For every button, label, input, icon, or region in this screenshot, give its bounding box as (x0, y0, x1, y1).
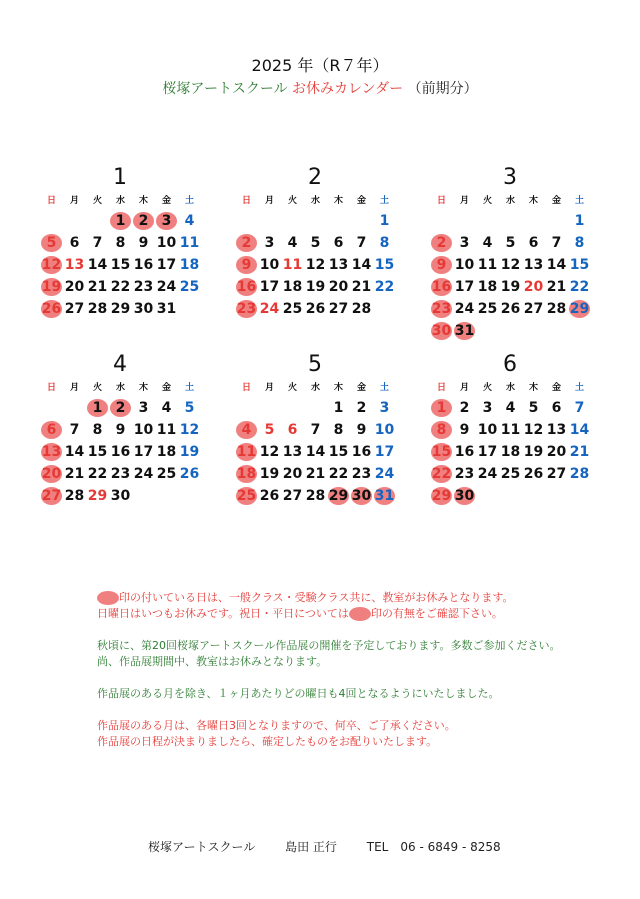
closed-day: 2 (132, 210, 155, 232)
day-cell: 7 (92, 235, 103, 251)
day-cell: 18 (179, 257, 200, 273)
day-cell: 25 (156, 466, 177, 482)
note-line-5: 作品展のある月を除き、１ヶ月あたりどの曜日も4回となるようにいたしました。 (97, 687, 500, 700)
weekday-label: 月 (459, 196, 469, 206)
day-cell: 15 (569, 257, 590, 273)
day-cell: 21 (305, 466, 326, 482)
empty-cell (86, 210, 109, 232)
day-cell: 25 (282, 301, 303, 317)
empty-cell (350, 210, 373, 232)
weekday-label: 日 (46, 196, 56, 206)
day-cell: 17 (454, 279, 475, 295)
day-cell: 7 (310, 422, 321, 438)
closed-day: 26 (40, 298, 63, 320)
weekday-label: 金 (161, 383, 171, 393)
footer-tel: TEL 06 - 6849 - 8258 (366, 840, 501, 854)
day-cell: 24 (454, 301, 475, 317)
weekday-header (430, 193, 590, 206)
page-subtitle (0, 78, 640, 98)
day-grid (430, 210, 591, 342)
day-grid (430, 397, 591, 507)
day-grid (40, 397, 201, 507)
day-cell: 11 (179, 235, 200, 251)
day-cell: 3 (138, 400, 149, 416)
day-cell: 29 (110, 301, 131, 317)
day-cell: 3 (264, 235, 275, 251)
day-cell: 7 (69, 422, 80, 438)
day-grid (40, 210, 201, 320)
day-cell: 8 (333, 422, 344, 438)
weekday-label: 木 (138, 196, 148, 206)
day-cell: 10 (133, 422, 154, 438)
day-cell: 10 (454, 257, 475, 273)
day-cell: 13 (546, 422, 567, 438)
month-number: 6 (503, 352, 517, 377)
day-cell: 21 (569, 444, 590, 460)
empty-cell (40, 210, 63, 232)
day-cell: 17 (156, 257, 177, 273)
weekday-label: 金 (161, 196, 171, 206)
day-cell: 26 (179, 466, 200, 482)
weekday-label: 水 (115, 383, 125, 393)
closed-marker-icon (97, 591, 119, 605)
day-cell: 15 (87, 444, 108, 460)
day-cell: 19 (179, 444, 200, 460)
closed-day: 9 (235, 254, 258, 276)
day-cell: 22 (87, 466, 108, 482)
day-cell: 8 (92, 422, 103, 438)
calendar-label: お休みカレンダー (292, 81, 404, 97)
day-cell: 26 (500, 301, 521, 317)
day-cell: 5 (184, 400, 195, 416)
day-cell: 10 (259, 257, 280, 273)
closed-day: 6 (40, 419, 63, 441)
day-cell: 8 (115, 235, 126, 251)
empty-cell (476, 210, 499, 232)
day-cell: 22 (328, 466, 349, 482)
day-cell: 13 (282, 444, 303, 460)
empty-cell (304, 397, 327, 419)
day-cell: 12 (259, 444, 280, 460)
day-cell: 22 (569, 279, 590, 295)
weekday-label: 月 (264, 196, 274, 206)
weekday-label: 土 (379, 383, 389, 393)
day-cell: 3 (459, 235, 470, 251)
day-cell: 24 (156, 279, 177, 295)
day-cell: 13 (64, 257, 85, 273)
day-cell: 3 (379, 400, 390, 416)
closed-day: 27 (40, 485, 63, 507)
day-cell: 14 (569, 422, 590, 438)
day-cell: 6 (528, 235, 539, 251)
weekday-label: 火 (482, 383, 492, 393)
day-cell: 17 (259, 279, 280, 295)
weekday-header (235, 380, 395, 393)
day-cell: 9 (356, 422, 367, 438)
closed-day: 9 (430, 254, 453, 276)
day-cell: 7 (574, 400, 585, 416)
weekday-label: 火 (92, 196, 102, 206)
day-cell: 23 (133, 279, 154, 295)
weekday-label: 水 (505, 383, 515, 393)
day-cell: 24 (133, 466, 154, 482)
empty-cell (453, 210, 476, 232)
weekday-label: 木 (333, 196, 343, 206)
weekday-label: 日 (241, 196, 251, 206)
weekday-label: 土 (184, 196, 194, 206)
weekday-header (430, 380, 590, 393)
day-cell: 16 (110, 444, 131, 460)
closed-marker-icon (349, 607, 371, 621)
closed-day: 16 (235, 276, 258, 298)
closed-day: 23 (235, 298, 258, 320)
weekday-label: 木 (528, 196, 538, 206)
day-cell: 25 (500, 466, 521, 482)
empty-cell (430, 210, 453, 232)
closed-day: 16 (430, 276, 453, 298)
day-cell: 9 (115, 422, 126, 438)
empty-cell (235, 397, 258, 419)
day-cell: 28 (351, 301, 372, 317)
empty-cell (235, 210, 258, 232)
weekday-label: 土 (574, 383, 584, 393)
closed-day: 13 (40, 441, 63, 463)
footer (148, 838, 527, 855)
day-cell: 18 (477, 279, 498, 295)
day-cell: 21 (64, 466, 85, 482)
day-cell: 6 (69, 235, 80, 251)
day-cell: 11 (282, 257, 303, 273)
closed-day: 19 (40, 276, 63, 298)
day-cell: 17 (374, 444, 395, 460)
month-number: 4 (113, 352, 127, 377)
day-cell: 20 (523, 279, 544, 295)
empty-cell (63, 397, 86, 419)
day-cell: 8 (574, 235, 585, 251)
closed-day: 25 (235, 485, 258, 507)
weekday-label: 金 (551, 383, 561, 393)
footer-person: 島田 正行 (285, 840, 337, 854)
day-cell: 26 (305, 301, 326, 317)
day-cell: 28 (305, 488, 326, 504)
weekday-label: 月 (69, 196, 79, 206)
day-cell: 7 (356, 235, 367, 251)
day-cell: 12 (305, 257, 326, 273)
empty-cell (545, 210, 568, 232)
weekday-label: 水 (115, 196, 125, 206)
day-cell: 9 (459, 422, 470, 438)
closed-day: 31 (453, 320, 476, 342)
closed-day: 30 (350, 485, 373, 507)
weekday-label: 水 (310, 196, 320, 206)
page-title: 2025 年（R７年） (251, 56, 389, 75)
weekday-label: 金 (551, 196, 561, 206)
day-cell: 14 (305, 444, 326, 460)
note-line-7: 作品展の日程が決まりましたら、確定したものをお配りいたします。 (97, 735, 438, 748)
day-cell: 25 (179, 279, 200, 295)
day-cell: 19 (500, 279, 521, 295)
day-cell: 10 (477, 422, 498, 438)
weekday-header (235, 193, 395, 206)
day-cell: 3 (482, 400, 493, 416)
closed-day: 29 (430, 485, 453, 507)
closed-day: 4 (235, 419, 258, 441)
day-cell: 2 (356, 400, 367, 416)
day-cell: 20 (64, 279, 85, 295)
day-cell: 20 (546, 444, 567, 460)
day-cell: 28 (546, 301, 567, 317)
weekday-label: 月 (69, 383, 79, 393)
weekday-header (40, 380, 200, 393)
day-cell: 4 (505, 400, 516, 416)
closed-day: 18 (235, 463, 258, 485)
closed-day: 15 (430, 441, 453, 463)
empty-cell (522, 210, 545, 232)
day-cell: 26 (259, 488, 280, 504)
closed-day: 20 (40, 463, 63, 485)
weekday-label: 木 (528, 383, 538, 393)
weekday-label: 水 (310, 383, 320, 393)
closed-day: 31 (373, 485, 396, 507)
day-cell: 24 (374, 466, 395, 482)
day-grid (235, 210, 396, 320)
closed-day: 22 (430, 463, 453, 485)
weekday-label: 日 (241, 383, 251, 393)
closed-day: 1 (430, 397, 453, 419)
day-cell: 20 (282, 466, 303, 482)
day-cell: 6 (551, 400, 562, 416)
day-cell: 27 (546, 466, 567, 482)
note-line-6: 作品展のある月は、各曜日3回となりますので、何卒、ご了承ください。 (97, 719, 456, 732)
school-name: 桜塚アートスクール (162, 81, 288, 97)
closed-day: 11 (235, 441, 258, 463)
day-cell: 10 (156, 235, 177, 251)
note-line-4: 尚、作品展期間中、教室はお休みとなります。 (97, 655, 328, 668)
note-line-1: 印の付いている日は、一般クラス・受験クラス共に、教室がお休みとなります。 (97, 590, 597, 606)
day-cell: 5 (528, 400, 539, 416)
day-cell: 4 (287, 235, 298, 251)
day-cell: 23 (110, 466, 131, 482)
day-cell: 26 (523, 466, 544, 482)
closed-day: 29 (568, 298, 591, 320)
day-cell: 28 (64, 488, 85, 504)
weekday-label: 金 (356, 383, 366, 393)
day-cell: 15 (374, 257, 395, 273)
empty-cell (258, 397, 281, 419)
weekday-label: 火 (92, 383, 102, 393)
day-cell: 13 (523, 257, 544, 273)
empty-cell (281, 210, 304, 232)
day-cell: 16 (133, 257, 154, 273)
weekday-label: 土 (574, 196, 584, 206)
day-cell: 30 (133, 301, 154, 317)
month-number: 3 (503, 165, 517, 190)
day-cell: 14 (64, 444, 85, 460)
day-grid (235, 397, 396, 507)
weekday-label: 火 (287, 196, 297, 206)
day-cell: 14 (87, 257, 108, 273)
day-cell: 30 (110, 488, 131, 504)
day-cell: 23 (454, 466, 475, 482)
day-cell: 24 (259, 301, 280, 317)
weekday-label: 月 (264, 383, 274, 393)
weekday-label: 土 (184, 383, 194, 393)
day-cell: 28 (87, 301, 108, 317)
day-cell: 27 (282, 488, 303, 504)
closed-day: 29 (327, 485, 350, 507)
closed-day: 30 (453, 485, 476, 507)
closed-day: 1 (86, 397, 109, 419)
day-cell: 11 (156, 422, 177, 438)
empty-cell (499, 210, 522, 232)
closed-day: 2 (235, 232, 258, 254)
note-line-3: 秋頃に、第20回桜塚アートスクール作品展の開催を予定しております。多数ご参加ください。 (97, 639, 561, 652)
day-cell: 12 (523, 422, 544, 438)
day-cell: 21 (351, 279, 372, 295)
closed-day: 3 (155, 210, 178, 232)
day-cell: 16 (351, 444, 372, 460)
closed-day: 2 (109, 397, 132, 419)
day-cell: 4 (482, 235, 493, 251)
day-cell: 6 (287, 422, 298, 438)
empty-cell (304, 210, 327, 232)
day-cell: 17 (133, 444, 154, 460)
day-cell: 16 (454, 444, 475, 460)
weekday-label: 火 (482, 196, 492, 206)
note-line-2: 日曜日はいつもお休みです。祝日・平日については 印の有無をご確認下さい。 (97, 607, 503, 620)
empty-cell (327, 210, 350, 232)
day-cell: 19 (305, 279, 326, 295)
day-cell: 4 (184, 213, 195, 229)
day-cell: 29 (87, 488, 108, 504)
day-cell: 21 (87, 279, 108, 295)
day-cell: 17 (477, 444, 498, 460)
closed-day: 8 (430, 419, 453, 441)
closed-day: 12 (40, 254, 63, 276)
weekday-label: 日 (436, 196, 446, 206)
day-cell: 19 (523, 444, 544, 460)
day-cell: 5 (264, 422, 275, 438)
day-cell: 28 (569, 466, 590, 482)
day-cell: 23 (351, 466, 372, 482)
day-cell: 7 (551, 235, 562, 251)
day-cell: 18 (156, 444, 177, 460)
weekday-label: 火 (287, 383, 297, 393)
closed-day: 5 (40, 232, 63, 254)
day-cell: 13 (328, 257, 349, 273)
weekday-label: 日 (46, 383, 56, 393)
day-cell: 2 (459, 400, 470, 416)
day-cell: 22 (374, 279, 395, 295)
day-cell: 6 (333, 235, 344, 251)
empty-cell (40, 397, 63, 419)
closed-day: 23 (430, 298, 453, 320)
day-cell: 18 (500, 444, 521, 460)
day-cell: 9 (138, 235, 149, 251)
day-cell: 10 (374, 422, 395, 438)
day-cell: 31 (156, 301, 177, 317)
day-cell: 22 (110, 279, 131, 295)
day-cell: 5 (310, 235, 321, 251)
closed-day: 30 (430, 320, 453, 342)
day-cell: 1 (379, 213, 390, 229)
weekday-label: 水 (505, 196, 515, 206)
closed-day: 1 (109, 210, 132, 232)
day-cell: 14 (546, 257, 567, 273)
day-cell: 14 (351, 257, 372, 273)
day-cell: 27 (523, 301, 544, 317)
day-cell: 4 (161, 400, 172, 416)
empty-cell (63, 210, 86, 232)
day-cell: 1 (333, 400, 344, 416)
day-cell: 12 (500, 257, 521, 273)
day-cell: 15 (110, 257, 131, 273)
day-cell: 18 (282, 279, 303, 295)
weekday-label: 土 (379, 196, 389, 206)
weekday-label: 木 (138, 383, 148, 393)
day-cell: 12 (179, 422, 200, 438)
period-label: （前期分） (407, 81, 478, 97)
day-cell: 25 (477, 301, 498, 317)
weekday-header (40, 193, 200, 206)
day-cell: 8 (379, 235, 390, 251)
month-number: 5 (308, 352, 322, 377)
month-number: 1 (113, 165, 127, 190)
day-cell: 21 (546, 279, 567, 295)
day-cell: 24 (477, 466, 498, 482)
weekday-label: 月 (459, 383, 469, 393)
day-cell: 27 (64, 301, 85, 317)
day-cell: 5 (505, 235, 516, 251)
day-cell: 20 (328, 279, 349, 295)
empty-cell (258, 210, 281, 232)
day-cell: 27 (328, 301, 349, 317)
day-cell: 11 (477, 257, 498, 273)
weekday-label: 金 (356, 196, 366, 206)
empty-cell (281, 397, 304, 419)
day-cell: 11 (500, 422, 521, 438)
weekday-label: 木 (333, 383, 343, 393)
day-cell: 1 (574, 213, 585, 229)
closed-day: 2 (430, 232, 453, 254)
weekday-label: 日 (436, 383, 446, 393)
day-cell: 19 (259, 466, 280, 482)
notes-section (97, 590, 597, 750)
month-number: 2 (308, 165, 322, 190)
footer-school-name: 桜塚アートスクール (148, 840, 256, 854)
day-cell: 15 (328, 444, 349, 460)
